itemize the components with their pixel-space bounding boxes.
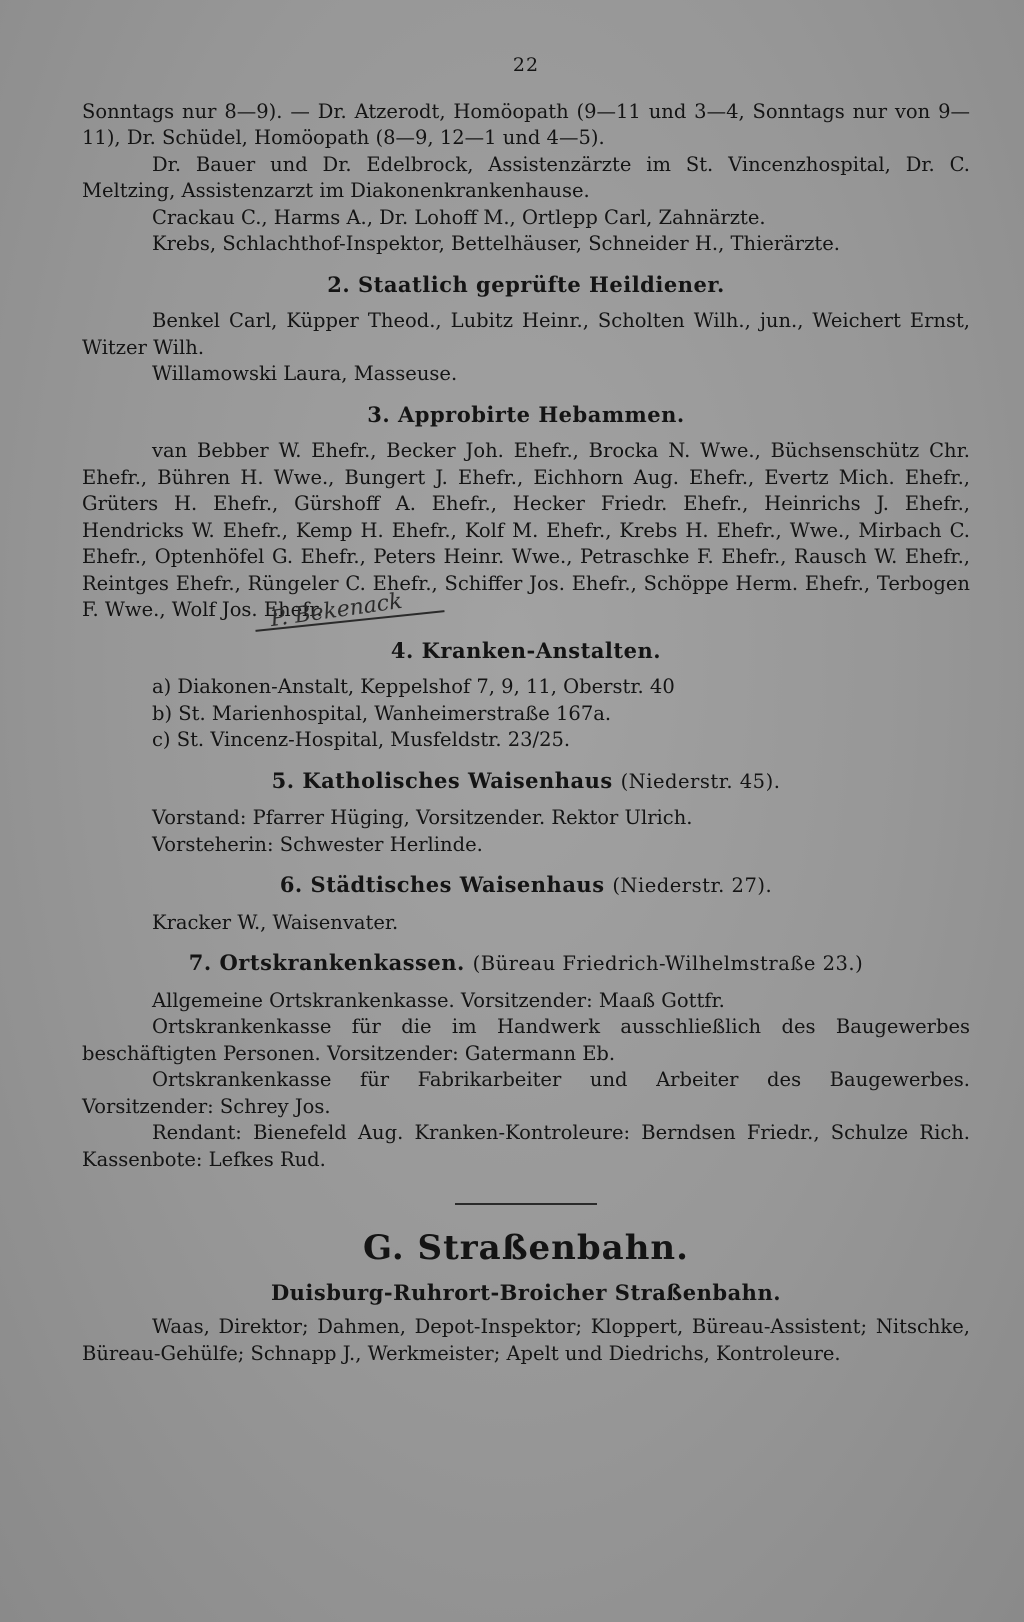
section-7-heading (82, 950, 970, 978)
section-3-heading: 3. Approbirte Hebammen. (367, 401, 685, 427)
section-7-paragraph-2: Ortskrankenkasse für die im Handwerk ausschließlich des Baugewerbes beschäftigten Personen. Vorsitzender: Gatermann Eb. (82, 1015, 970, 1065)
section-7-paragraph-3: Ortskrankenkasse für Fabrikarbeiter und Arbeiter des Baugewerbes. Vorsitzender: Schrey Jos. (82, 1068, 970, 1118)
section-7-paragraph-1: Allgemeine Ortskrankenkasse. Vorsitzender: Maaß Gottfr. (152, 988, 725, 1012)
section-6-line-1: Kracker W., Waisenvater. (152, 910, 399, 934)
section-6-title: 6. Städtisches Waisenhaus (279, 872, 605, 897)
handwritten-note: P. Bekenack (268, 588, 404, 633)
section-3-text: van Bebber W. Ehefr., Becker Joh. Ehefr., Brocka N. Wwe., Büchsenschütz Chr. Ehefr., Bühren H. Wwe., Bungert J. Ehefr., Eichhorn Aug. Ehefr., Evertz Mich. Ehefr., Grüters H. Ehefr., Gürshoff A. Ehefr., Hecker Friedr. Ehefr., Heinrichs J. Ehefr., Hendricks W. Ehefr., Kemp H. Ehefr., Kolf M. Ehefr., Krebs H. Ehefr., Wwe., Mirbach C. Ehefr., Optenhöfel G. Ehefr., Peters Heinr. Wwe., Petraschke F. Ehefr., Rausch W. Ehefr., Reintges Ehefr., Rüngeler C. Ehefr., Schiffer Jos. Ehefr., Schöppe Herm. Ehefr., Terbogen F. Wwe., Wolf Jos. Ehefr. (82, 439, 970, 621)
section-divider (455, 1203, 597, 1205)
section-4-heading: 4. Kranken-Anstalten. (390, 637, 662, 663)
section-7-note: (Büreau Friedrich-Wilhelmstraße 23.) (472, 952, 864, 975)
section-7-title: 7. Ortskrankenkassen. (188, 950, 465, 975)
intro-paragraph-3: Crackau C., Harms A., Dr. Lohoff M., Ortlepp Carl, Zahnärzte. (152, 205, 766, 229)
section-4-item-b: b) St. Marienhospital, Wanheimerstraße 167a. (152, 701, 612, 725)
intro-paragraph-4: Krebs, Schlachthof-Inspektor, Bettelhäuser, Schneider H., Thierärzte. (152, 232, 840, 255)
section-g-text: Waas, Direktor; Dahmen, Depot-Inspektor; Kloppert, Büreau-Assistent; Nitschke, Büreau-Gehülfe; Schnapp J., Werkmeister; Apelt und Diedrichs, Kontroleure. (82, 1315, 970, 1365)
section-4-item-a: a) Diakonen-Anstalt, Keppelshof 7, 9, 11, Oberstr. 40 (152, 675, 675, 698)
intro-paragraph-2: Dr. Bauer und Dr. Edelbrock, Assistenzärzte im St. Vincenzhospital, Dr. C. Meltzing, Assistenzarzt im Diakonenkrankenhause. (82, 152, 970, 202)
section-5-title: 5. Katholisches Waisenhaus (271, 767, 613, 793)
section-5-line-1: Vorstand: Pfarrer Hüging, Vorsitzender. Rektor Ulrich. (152, 806, 693, 829)
page-content (82, 52, 970, 1367)
section-7-paragraph-4: Rendant: Bienefeld Aug. Kranken-Kontroleure: Berndsen Friedr., Schulze Rich. Kassenbote: Lefkes Rud. (82, 1121, 970, 1171)
section-5-heading (82, 768, 970, 796)
section-2-heading: 2. Staatlich geprüfte Heildiener. (327, 271, 725, 297)
section-4-item-c: c) St. Vincenz-Hospital, Musfeldstr. 23/25. (152, 728, 571, 751)
section-2-text-1: Benkel Carl, Küpper Theod., Lubitz Heinr., Scholten Wilh., jun., Weichert Ernst, Witzer Wilh. (82, 309, 970, 359)
section-g-subheading: Duisburg-Ruhrort-Broicher Straßenbahn. (270, 1279, 782, 1305)
section-g-heading: G. Straßenbahn. (363, 1228, 689, 1268)
section-2-text-2: Willamowski Laura, Masseuse. (152, 362, 458, 385)
page-number: 22 (512, 54, 540, 76)
intro-paragraph-1: Sonntags nur 8—9). — Dr. Atzerodt, Homöopath (9—11 und 3—4, Sonntags nur von 9—11), Dr. Schüdel, Homöopath (8—9, 12—1 und 4—5). (82, 99, 970, 149)
section-6-note: (Niederstr. 27). (612, 874, 773, 897)
section-6-heading (82, 872, 970, 900)
section-5-line-2: Vorsteherin: Schwester Herlinde. (152, 832, 483, 856)
section-5-note: (Niederstr. 45). (620, 769, 781, 793)
